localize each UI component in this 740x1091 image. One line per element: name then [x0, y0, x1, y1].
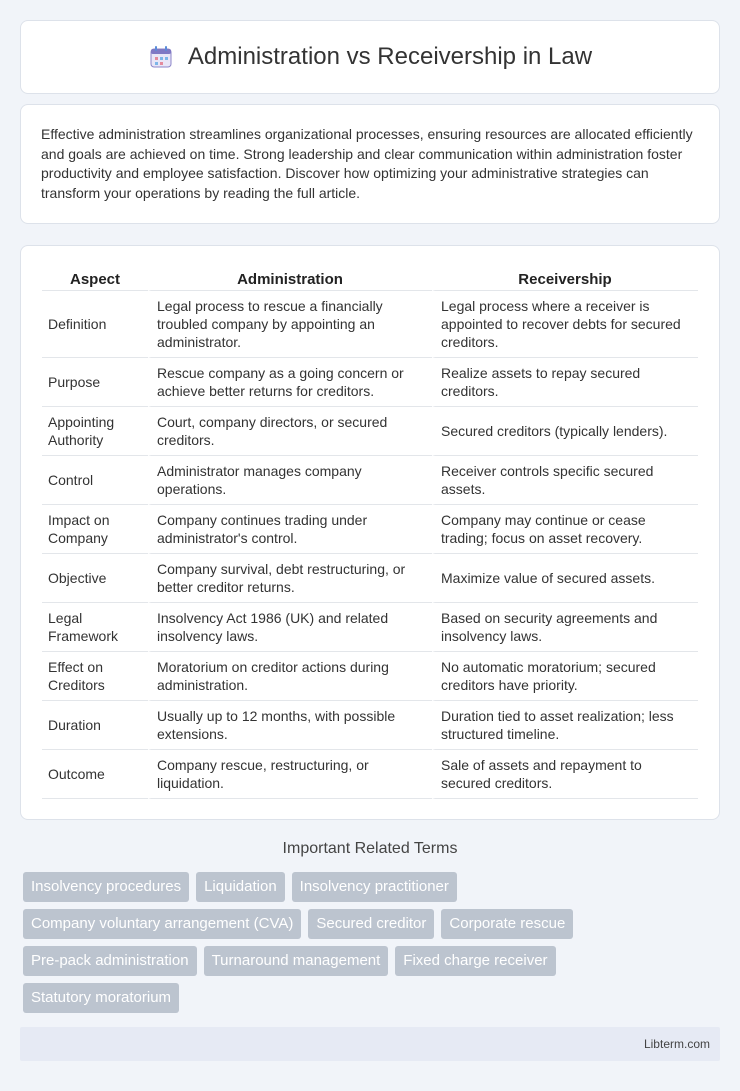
calendar-icon — [148, 44, 174, 70]
table-row — [42, 602, 698, 651]
cell-aspect: Definition — [42, 290, 148, 357]
related-term-tag[interactable]: Pre-pack administration — [23, 946, 197, 976]
cell-administration: Moratorium on creditor actions during administration. — [148, 651, 432, 700]
cell-receivership: Legal process where a receiver is appointed to recover debts for secured creditors. — [432, 290, 698, 357]
comparison-table — [42, 266, 698, 799]
related-term-tag[interactable]: Company voluntary arrangement (CVA) — [23, 909, 301, 939]
cell-receivership: Secured creditors (typically lenders). — [432, 406, 698, 455]
cell-administration: Usually up to 12 months, with possible extensions. — [148, 700, 432, 749]
cell-administration: Company continues trading under administrator's control. — [148, 504, 432, 553]
cell-receivership: No automatic moratorium; secured creditors have priority. — [432, 651, 698, 700]
related-terms-title: Important Related Terms — [282, 840, 458, 857]
comparison-card — [20, 245, 720, 820]
related-term-tag[interactable]: Turnaround management — [204, 946, 389, 976]
header-receivership: Receivership — [518, 270, 612, 288]
cell-receivership: Based on security agreements and insolvency laws. — [432, 602, 698, 651]
cell-aspect: Control — [42, 455, 148, 504]
related-term-tag[interactable]: Secured creditor — [308, 909, 434, 939]
related-terms-list — [23, 872, 723, 1020]
cell-receivership: Receiver controls specific secured assets. — [432, 455, 698, 504]
cell-administration: Rescue company as a going concern or achieve better returns for creditors. — [148, 357, 432, 406]
cell-receivership: Duration tied to asset realization; less structured timeline. — [432, 700, 698, 749]
table-body — [42, 290, 698, 799]
table-row — [42, 651, 698, 700]
intro-text: Effective administration streamlines organizational processes, ensuring resources are allocated efficiently and goals are achieved on time. Strong leadership and clear communication within administration foster productivity and employee satisfaction. Discover how optimizing your administrative strategies can transform your operations by reading the full article. — [41, 126, 693, 201]
cell-administration: Company rescue, restructuring, or liquidation. — [148, 749, 432, 799]
table-row — [42, 553, 698, 602]
table-row — [42, 357, 698, 406]
page-title: Administration vs Receivership in Law — [187, 43, 593, 70]
related-term-tag[interactable]: Corporate rescue — [441, 909, 573, 939]
related-term-tag[interactable]: Statutory moratorium — [23, 983, 179, 1013]
related-term-tag[interactable]: Insolvency procedures — [23, 872, 189, 902]
cell-administration: Company survival, debt restructuring, or better creditor returns. — [148, 553, 432, 602]
cell-administration: Legal process to rescue a financially troubled company by appointing an administrator. — [148, 290, 432, 357]
table-row — [42, 749, 698, 799]
table-row — [42, 406, 698, 455]
cell-aspect: Legal Framework — [42, 602, 148, 651]
cell-receivership: Sale of assets and repayment to secured creditors. — [432, 749, 698, 799]
table-row — [42, 700, 698, 749]
cell-administration: Administrator manages company operations. — [148, 455, 432, 504]
footer-link[interactable]: Libterm.com — [643, 1037, 710, 1051]
header-administration: Administration — [237, 270, 343, 288]
title-card — [20, 20, 720, 94]
header-aspect: Aspect — [69, 270, 121, 288]
related-term-tag[interactable]: Fixed charge receiver — [395, 946, 555, 976]
cell-aspect: Outcome — [42, 749, 148, 799]
cell-receivership: Company may continue or cease trading; focus on asset recovery. — [432, 504, 698, 553]
table-header-row — [42, 266, 698, 290]
cell-aspect: Appointing Authority — [42, 406, 148, 455]
cell-administration: Insolvency Act 1986 (UK) and related insolvency laws. — [148, 602, 432, 651]
related-term-tag[interactable]: Liquidation — [196, 872, 285, 902]
table-row — [42, 290, 698, 357]
cell-receivership: Realize assets to repay secured creditors. — [432, 357, 698, 406]
cell-aspect: Impact on Company — [42, 504, 148, 553]
intro-card — [20, 104, 720, 224]
cell-aspect: Purpose — [42, 357, 148, 406]
table-row — [42, 504, 698, 553]
related-term-tag[interactable]: Insolvency practitioner — [292, 872, 457, 902]
cell-receivership: Maximize value of secured assets. — [432, 553, 698, 602]
footer — [20, 1027, 720, 1061]
cell-administration: Court, company directors, or secured creditors. — [148, 406, 432, 455]
cell-aspect: Objective — [42, 553, 148, 602]
table-row — [42, 455, 698, 504]
cell-aspect: Duration — [42, 700, 148, 749]
cell-aspect: Effect on Creditors — [42, 651, 148, 700]
